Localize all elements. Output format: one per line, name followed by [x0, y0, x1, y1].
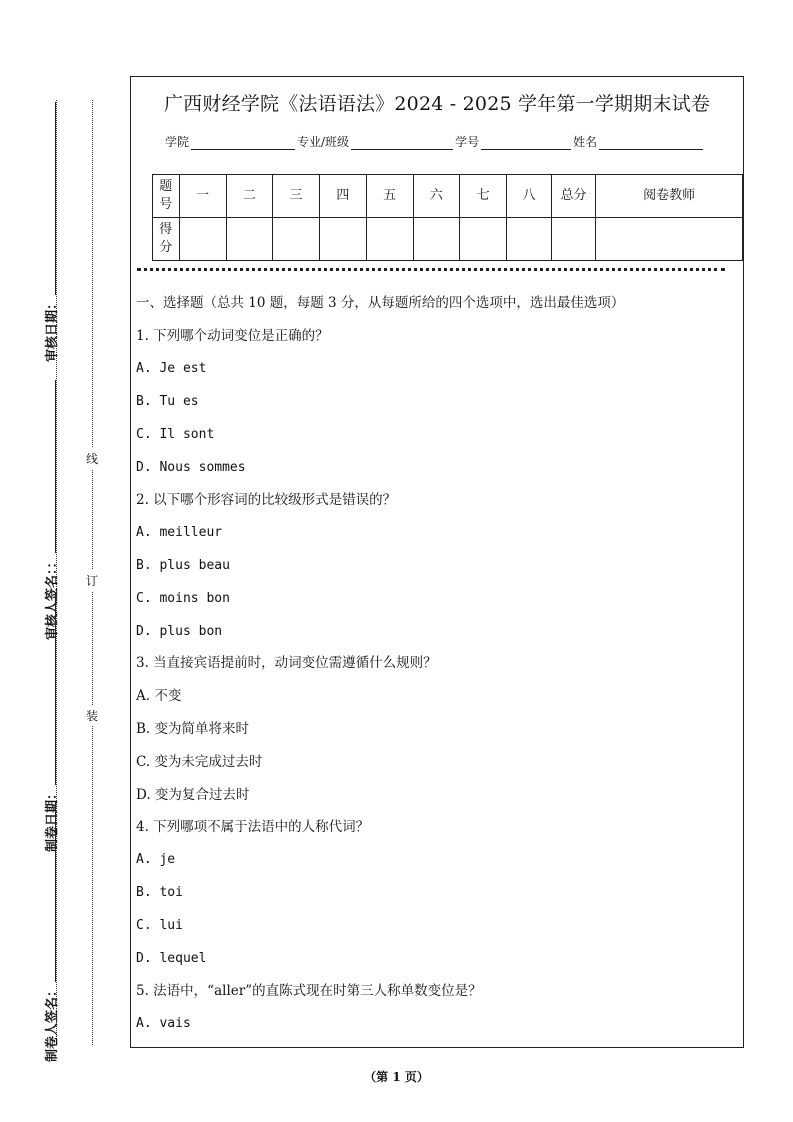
binding-char-xian: 线 — [86, 448, 98, 469]
name-blank[interactable] — [599, 137, 703, 150]
q4-option-d[interactable]: D. lequel — [136, 951, 207, 966]
score-table-score-row — [153, 218, 743, 261]
major-label: 专业/班级 — [297, 135, 350, 149]
reviewer-date-field[interactable] — [40, 102, 60, 362]
col-total: 总分 — [551, 175, 596, 218]
q3-option-b[interactable]: B. 变为简单将来时 — [136, 721, 250, 737]
student-id-blank[interactable] — [481, 137, 571, 150]
q2-option-b[interactable]: B. plus beau — [136, 558, 230, 573]
col-2: 二 — [226, 175, 272, 218]
q2-option-c[interactable]: C. moins bon — [136, 591, 230, 606]
exam-title: 广西财经学院《法语语法》2024 - 2025 学年第一学期期末试卷 — [163, 93, 711, 115]
col-5: 五 — [366, 175, 413, 218]
q3-option-d[interactable]: D. 变为复合过去时 — [136, 787, 250, 803]
reviewer-sign-label: 审核人签名：： — [44, 555, 60, 640]
col-6: 六 — [413, 175, 459, 218]
score-table-header-row — [153, 175, 743, 218]
maker-date-line[interactable] — [45, 592, 56, 785]
score-table — [152, 174, 743, 261]
score-cell-grader[interactable] — [596, 218, 743, 261]
q4-option-c[interactable]: C. lui — [136, 918, 183, 933]
section-heading: 一、选择题（总共 10 题，每题 3 分，从每题所给的四个选项中，选出最佳选项） — [136, 295, 625, 311]
col-1: 一 — [179, 175, 226, 218]
binding-char-zhuang: 装 — [86, 705, 98, 726]
college-label: 学院 — [165, 135, 190, 149]
name-label: 姓名 — [573, 135, 598, 149]
col-3: 三 — [273, 175, 320, 218]
q4-option-b[interactable]: B. toi — [136, 885, 183, 900]
score-cell[interactable] — [273, 218, 320, 261]
col-4: 四 — [320, 175, 366, 218]
reviewer-sign-line[interactable] — [45, 380, 56, 553]
q2-option-d[interactable]: D. plus bon — [136, 624, 223, 639]
score-cell[interactable] — [320, 218, 366, 261]
question-4: 4. 下列哪项不属于法语中的人称代词？ — [136, 819, 370, 835]
question-5: 5. 法语中，“aller”的直陈式现在时第三人称单数变位是？ — [136, 983, 482, 999]
score-cell[interactable] — [413, 218, 459, 261]
major-blank[interactable] — [351, 137, 453, 150]
q4-option-a[interactable]: A. je — [136, 852, 176, 867]
score-cell-total[interactable] — [551, 218, 596, 261]
q1-option-a[interactable]: A. Je est — [136, 361, 207, 376]
maker-sign-line[interactable] — [45, 802, 56, 982]
q1-option-b[interactable]: B. Tu es — [136, 394, 199, 409]
question-2: 2. 以下哪个形容词的比较级形式是错误的？ — [136, 492, 397, 508]
col-8: 八 — [507, 175, 552, 218]
maker-sign-field[interactable] — [40, 802, 60, 1062]
page-number: （第 1 页） — [364, 1070, 429, 1084]
score-cell[interactable] — [179, 218, 226, 261]
student-id-label: 学号 — [455, 135, 480, 149]
score-row2-label: 得分 — [153, 218, 180, 261]
q2-option-a[interactable]: A. meilleur — [136, 525, 223, 540]
score-cell[interactable] — [507, 218, 552, 261]
maker-date-label: 制卷日期： — [44, 786, 60, 852]
exam-frame — [130, 76, 744, 1048]
q3-option-c[interactable]: C. 变为未完成过去时 — [136, 754, 263, 770]
question-1: 1. 下列哪个动词变位是正确的？ — [136, 328, 329, 344]
reviewer-date-label: 审核日期： — [44, 296, 60, 362]
score-cell[interactable] — [460, 218, 507, 261]
student-info-row — [165, 133, 705, 150]
score-cell[interactable] — [226, 218, 272, 261]
dotted-separator — [137, 268, 725, 271]
col-grader: 阅卷教师 — [596, 175, 743, 218]
q1-option-c[interactable]: C. Il sont — [136, 427, 215, 442]
reviewer-date-line[interactable] — [45, 102, 56, 295]
q3-option-a[interactable]: A. 不变 — [136, 688, 182, 704]
maker-sign-label: 制卷人签名： — [44, 983, 60, 1062]
q1-option-d[interactable]: D. Nous sommes — [136, 460, 246, 475]
q5-option-a[interactable]: A. vais — [136, 1016, 191, 1031]
college-blank[interactable] — [191, 137, 295, 150]
question-3: 3. 当直接宾语提前时，动词变位需遵循什么规则？ — [136, 655, 437, 671]
score-row1-label: 题号 — [153, 175, 180, 218]
binding-char-ding: 订 — [86, 570, 98, 591]
col-7: 七 — [460, 175, 507, 218]
score-cell[interactable] — [366, 218, 413, 261]
